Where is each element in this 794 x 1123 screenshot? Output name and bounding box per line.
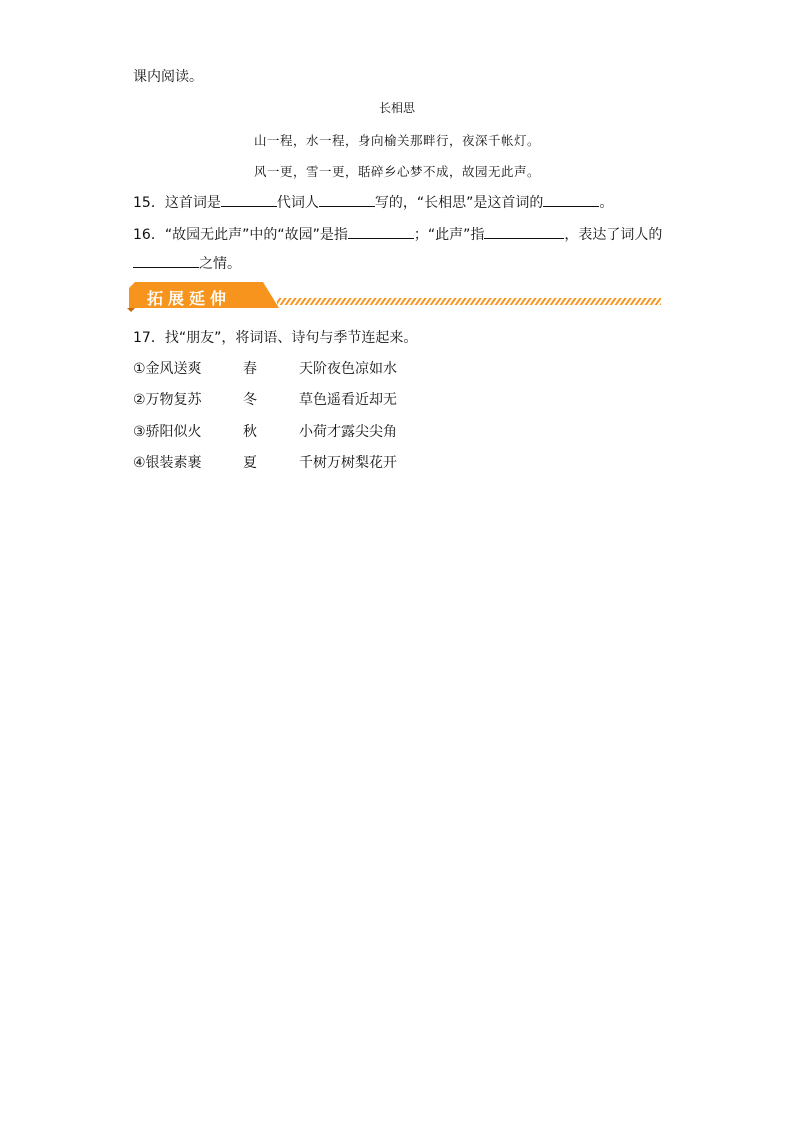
q15-text-2: 代词人 (276, 195, 319, 211)
q16-blank-2 (484, 224, 564, 239)
q16-blank-3 (133, 253, 199, 268)
q15-text-3: 写的，“长相思”是这首词的 (374, 195, 544, 211)
banner-label: 拓展延伸 (147, 289, 232, 308)
q16-blank-1 (348, 224, 414, 239)
match-word-4: ④银装素裹 (133, 455, 202, 471)
q15-blank-3 (543, 192, 599, 207)
q15-text-1: 15．这首词是 (133, 195, 221, 211)
q15-text-4: 。 (599, 195, 614, 211)
match-verse-2: 草色遥看近却无 (299, 392, 397, 408)
q16-text-1: 16．“故园无此声”中的“故园”是指 (133, 227, 348, 243)
question-15 (133, 192, 613, 213)
match-verse-4: 千树万树梨花开 (299, 455, 397, 471)
match-word-3: ③骄阳似火 (133, 424, 202, 440)
poem-title: 长相思 (378, 101, 415, 115)
match-word-1: ①金风送爽 (133, 361, 202, 377)
q16-text-4: 之情。 (199, 256, 241, 272)
q16-text-3: ，表达了词人的 (564, 227, 663, 243)
q15-blank-1 (221, 192, 277, 207)
match-verse-3: 小荷才露尖尖角 (299, 424, 397, 440)
match-season-3: 秋 (243, 424, 257, 440)
match-season-1: 春 (243, 361, 257, 377)
banner-fold (127, 308, 135, 312)
question-16-line-1 (133, 224, 662, 245)
match-season-2: 冬 (243, 392, 257, 408)
match-word-2: ②万物复苏 (133, 392, 202, 408)
intro-text: 课内阅读。 (133, 69, 203, 85)
question-16-line-2 (133, 253, 241, 274)
match-verse-1: 天阶夜色凉如水 (299, 361, 397, 377)
match-season-4: 夏 (243, 455, 257, 471)
q15-blank-2 (319, 192, 375, 207)
section-banner (127, 280, 663, 312)
question-17-prompt: 17．找“朋友”，将词语、诗句与季节连起来。 (133, 330, 418, 346)
q16-text-2: ；“此声”指 (413, 227, 485, 243)
poem-line-1: 山一程，水一程，身向榆关那畔行，夜深千帐灯。 (253, 133, 540, 148)
banner-stripe-bar (277, 298, 661, 305)
poem-line-2: 风一更，雪一更，聒碎乡心梦不成，故园无此声。 (253, 164, 540, 179)
